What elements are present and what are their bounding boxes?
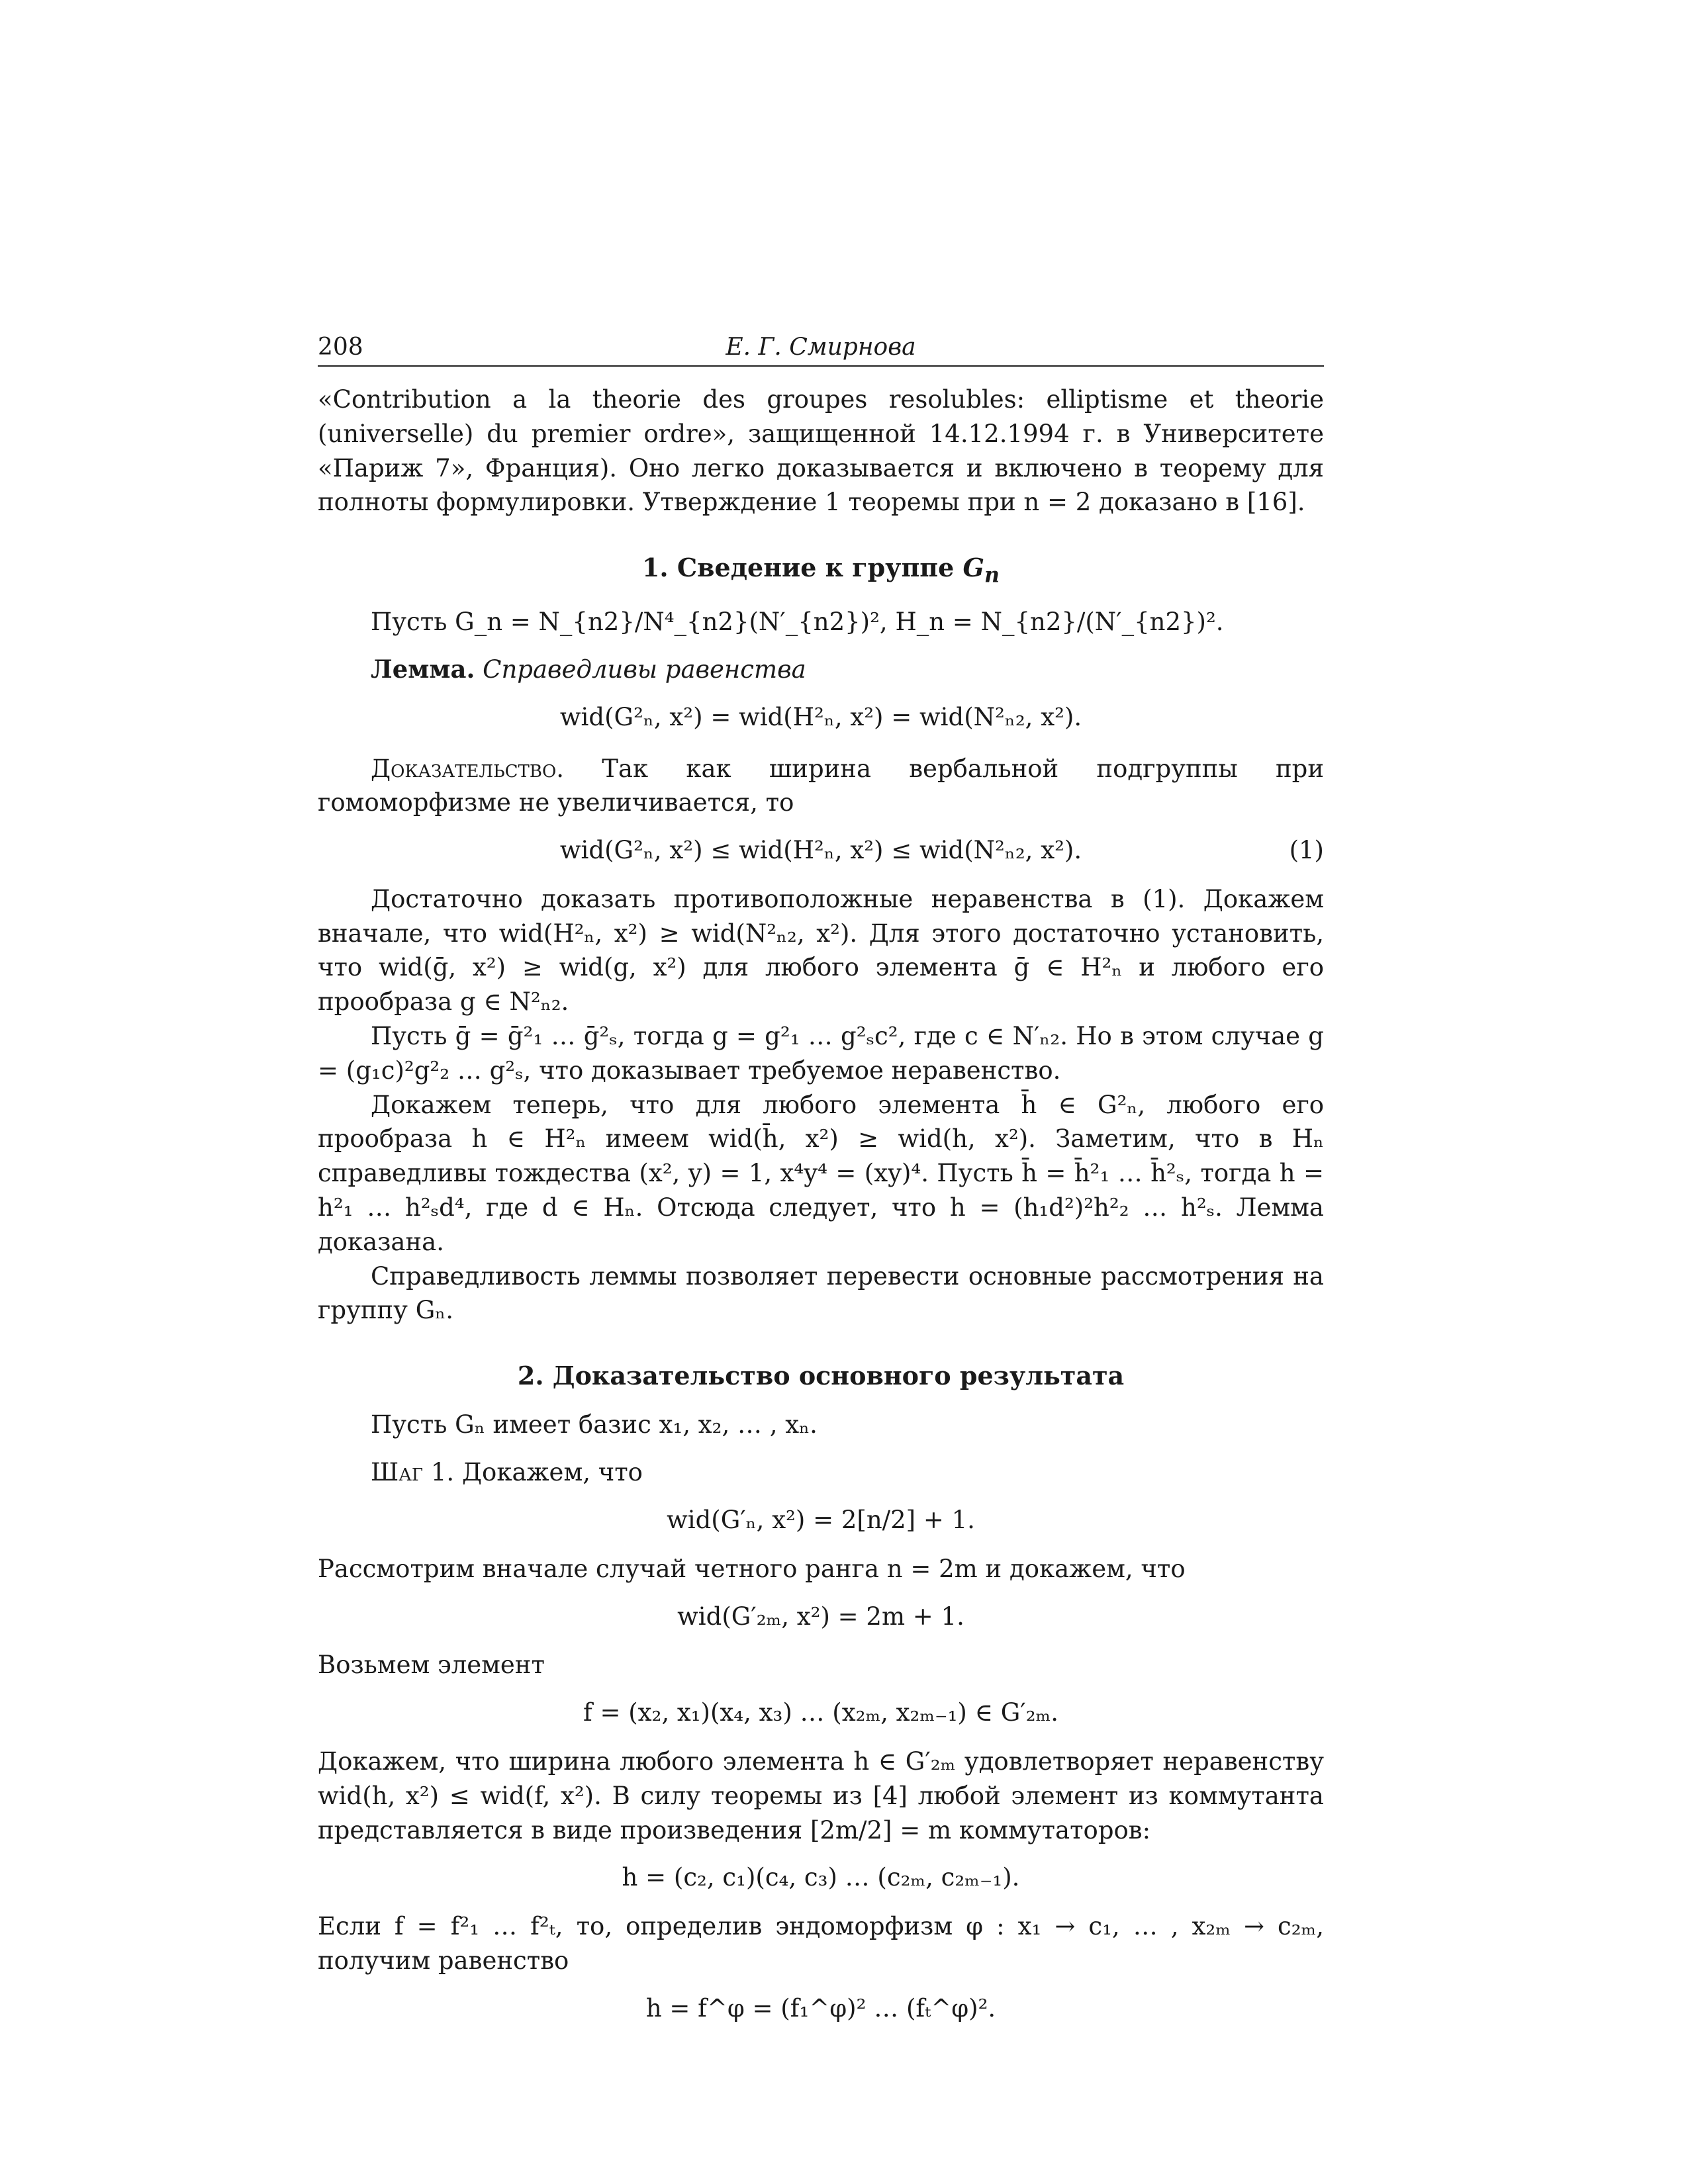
paragraph-lemma-conclusion: Справедливость леммы позволяет перевести основные рассмотрения на группу Gₙ. <box>318 1261 1324 1325</box>
section-1-title <box>318 550 1324 590</box>
equation-1-number: (1) <box>1289 836 1324 865</box>
section-2-title: 2. Доказательство основного результата <box>517 1361 1125 1391</box>
equation-h-phi: h = f^φ = (f₁^φ)² … (fₜ^φ)². <box>645 1993 996 2023</box>
lemma-statement: Справедливы равенства <box>483 655 806 684</box>
equation-even-rank: wid(G′₂ₘ, x²) = 2m + 1. <box>677 1602 964 1631</box>
section-1-title-subscript: n <box>984 563 1000 588</box>
lemma-label: Лемма. <box>371 654 475 684</box>
paragraph-endomorphism: Если f = f²₁ … f²ₜ, то, определив эндоморфизм φ : x₁ → c₁, … , x₂ₘ → c₂ₘ, получим равенство <box>318 1912 1324 1975</box>
running-head <box>318 331 1324 367</box>
section-1-title-math: G <box>962 553 984 583</box>
section-1-title-text: 1. Сведение к группе <box>641 553 955 583</box>
paragraph-even-rank: Рассмотрим вначале случай четного ранга n = 2m и докажем, что <box>318 1554 1186 1583</box>
paragraph-width: Докажем, что ширина любого элемента h ∈ G′₂ₘ удовлетворяет неравенству wid(h, x²) ≤ wid(f, x²). В силу теоремы из [4] любой элемент из коммутанта представляется в виде произведения [2m/2] = m коммутаторов: <box>318 1747 1324 1844</box>
proof-paragraph <box>318 752 1324 821</box>
equation-h: h = (c₂, c₁)(c₄, c₃) … (c₂ₘ, c₂ₘ₋₁). <box>622 1863 1020 1892</box>
page-body <box>318 331 1324 2040</box>
paragraph-preimage-h: Докажем теперь, что для любого элемента h̄ ∈ G²ₙ, любого его прообраза h ∈ H²ₙ имеем wid(h̄, x²) ≥ wid(h, x²). Заметим, что в Hₙ справедливы тождества (x², y) = 1, x⁴y⁴ = (xy)⁴. Пусть h̄ = h̄²₁ … h̄²ₛ, тогда h = h²₁ … h²ₛd⁴, где d ∈ Hₙ. Отсюда следует, что h = (h₁d²)²h²₂ … h²ₛ. Лемма доказана. <box>318 1090 1324 1256</box>
equation-f: f = (x₂, x₁)(x₄, x₃) … (x₂ₘ, x₂ₘ₋₁) ∈ G′₂ₘ. <box>583 1698 1058 1727</box>
paragraph-opposite-inequalities: Достаточно доказать противоположные неравенства в (1). Докажем вначале, что wid(H²ₙ, x²) ≥ wid(N²ₙ₂, x²). Для этого достаточно установить, что wid(ḡ, x²) ≥ wid(g, x²) для любого элемента ḡ ∈ H²ₙ и любого его прообраза g ∈ N²ₙ₂. <box>318 884 1324 1017</box>
equation-lemma: wid(G²ₙ, x²) = wid(H²ₙ, x²) = wid(N²ₙ₂, x²). <box>559 702 1082 731</box>
definition-paragraph: Пусть G_n = N_{n2}/N⁴_{n2}(N′_{n2})², H_n = N_{n2}/(N′_{n2})². <box>371 608 1224 637</box>
step-1-label: Шаг 1. <box>371 1458 455 1487</box>
page-number: 208 <box>318 334 363 361</box>
proof-text: Так как ширина вербальной подгруппы при гомоморфизме не увеличивается, то <box>318 754 1324 817</box>
equation-step-1: wid(G′ₙ, x²) = 2[n/2] + 1. <box>667 1506 975 1535</box>
paragraph-take-element: Возьмем элемент <box>318 1651 545 1680</box>
lemma <box>318 653 1324 687</box>
proof-label: Доказательство. <box>371 754 565 783</box>
paragraph-basis: Пусть Gₙ имеет базис x₁, x₂, … , xₙ. <box>371 1410 818 1439</box>
running-head-author: Е. Г. Смирнова <box>726 334 916 361</box>
equation-1 <box>318 833 1324 868</box>
step-1-text: Докажем, что <box>454 1458 643 1487</box>
step-1 <box>318 1455 1324 1490</box>
paragraph-preimage-g: Пусть ḡ = ḡ²₁ … ḡ²ₛ, тогда g = g²₁ … g²ₛc², где c ∈ N′ₙ₂. Но в этом случае g = (g₁c)²g²₂ … g²ₛ, что доказывает требуемое неравенство. <box>318 1022 1324 1085</box>
equation-1-body: wid(G²ₙ, x²) ≤ wid(H²ₙ, x²) ≤ wid(N²ₙ₂, x²). <box>559 836 1082 865</box>
intro-paragraph: «Contribution a la theorie des groupes resolubles: elliptisme et theorie (universelle) du premier ordre», защищенной 14.12.1994 г. в Университете «Париж 7», Франция). Оно легко доказывается и включено в теорему для полноты формулировки. Утверждение 1 теоремы при n = 2 доказано в [16]. <box>318 385 1324 517</box>
